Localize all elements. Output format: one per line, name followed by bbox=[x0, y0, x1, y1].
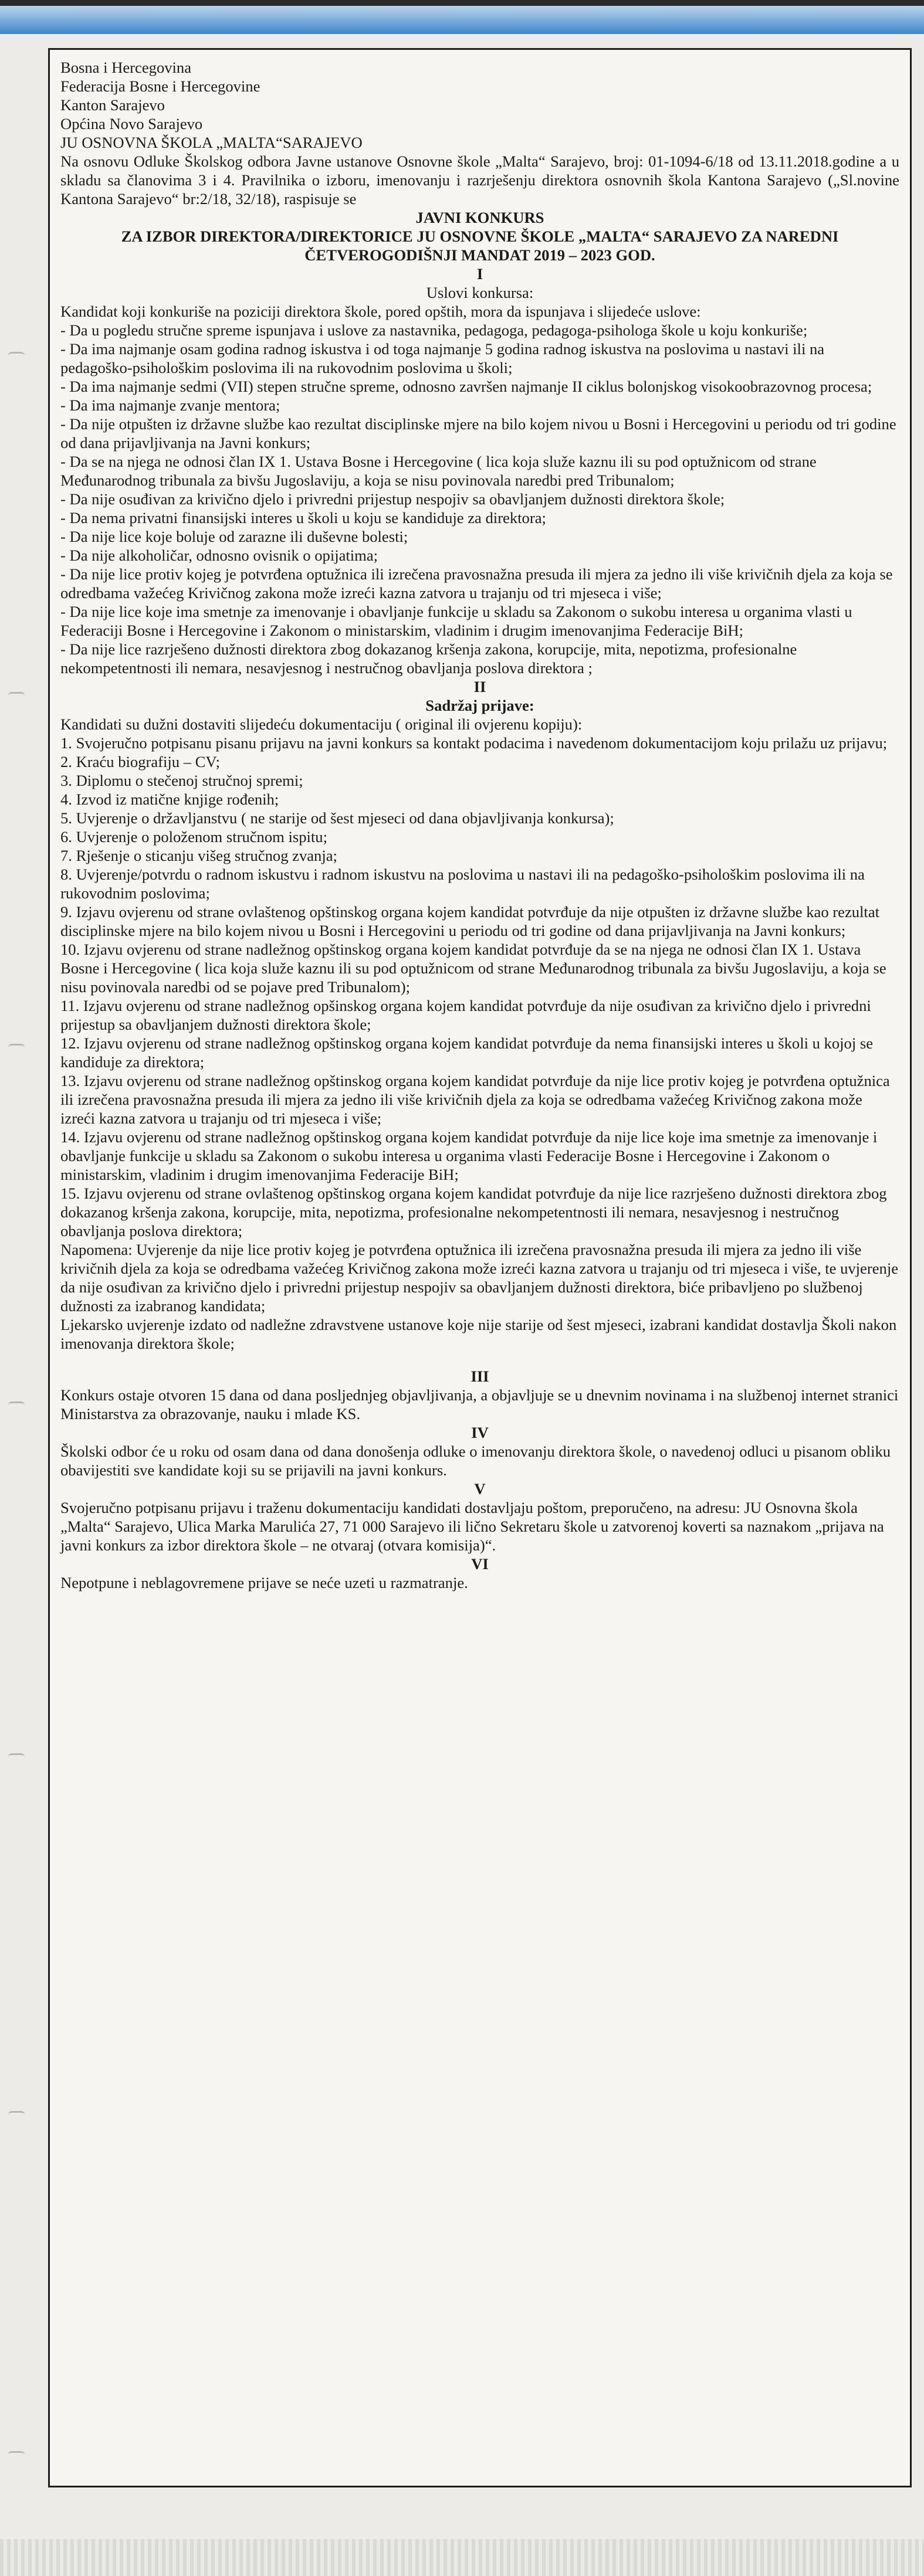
margin-mark bbox=[8, 2451, 25, 2460]
condition-item: - Da nije lice protiv kojeg je potvrđena optužnica ili izrečena pravosnažna presuda ili mjera za jedno ili više krivičnih djela za koja se odredbama važećeg Krivičnog zakona može izreći kazna zatvora u trajanju od tri mjeseca i više; bbox=[60, 565, 893, 602]
section-intro: Kandidat koji konkuriše na poziciji direktora škole, pored opštih, mora da ispunjava i slijedeće uslove: bbox=[60, 303, 701, 320]
condition-item: - Da nije lice koje ima smetnje za imenovanje i obavljanje funkcije u skladu sa Zakonom o sukobu interesa u organima vlasti u Federaciji Bosne i Hercegovine i Zakonom o ministarskim, vladinim i drugim imenovanjima Federacije BiH; bbox=[60, 603, 852, 639]
margin-mark bbox=[8, 352, 25, 361]
section-numeral: IV bbox=[471, 1424, 489, 1441]
condition-item: - Da u pogledu stručne spreme ispunjava i uslove za nastavnika, pedagoga, pedagoga-psihologa škole u koju konkuriše; bbox=[60, 321, 808, 339]
condition-item: - Da nije alkoholičar, odnosno ovisnik o opijatima; bbox=[60, 547, 378, 564]
scan-top-edge bbox=[0, 0, 924, 6]
section-text: Školski odbor će u roku od osam dana od dana donošenja odluke o imenovanju direktora škole, o navedenoj odluci u pisanom obliku obavijestiti sve kandidate koji su se prijavili na javni konkurs. bbox=[60, 1443, 891, 1479]
notice-header bbox=[60, 58, 899, 264]
document-item: 1. Svojeručno potpisanu pisanu prijavu na javni konkurs sa kontakt podacima i navedenom dokumentacijom koju prilažu uz prijavu; bbox=[60, 734, 888, 752]
section-spacer bbox=[60, 1353, 899, 1367]
section-numeral: III bbox=[471, 1367, 489, 1385]
section-text: Svojeručno potpisanu prijavu i traženu dokumentaciju kandidati dostavljaju poštom, preporučeno, na adresu: JU Osnovna škola „Malta“ Sarajevo, Ulica Marka Marulića 27, 71 000 Sarajevo ili lično Sekretaru škole u zatvorenoj koverti sa naznakom „prijava na javni konkurs za izbor direktora škole – ne otvaraj (otvara komisija)“. bbox=[60, 1499, 884, 1554]
margin-mark bbox=[8, 1401, 25, 1410]
document-item: 6. Uvjerenje o položenom stručnom ispitu; bbox=[60, 828, 327, 846]
medical-certificate-paragraph: Ljekarsko uvjerenje izdato od nadležne zdravstvene ustanove koje nije starije od šest mjeseci, izabrani kandidat dostavlja Školi nakon imenovanja direktora škole; bbox=[60, 1316, 897, 1352]
section-numeral: I bbox=[476, 265, 483, 283]
section-heading: Sadržaj prijave: bbox=[425, 697, 534, 714]
condition-item: - Da nije otpušten iz državne službe kao rezultat disciplinske mjere na bilo kojem nivou u Bosni i Hercegovini u periodu od tri godine od dana prijavljivanja na Javni konkurs; bbox=[60, 415, 896, 452]
document-item: 13. Izjavu ovjerenu od strane nadležnog opštinskog organa kojem kandidat potvrđuje da nije lice protiv kojeg je potvrđena optužnica ili izrečena pravosnažna presuda ili mjera za jedno ili više krivičnih djela za koja se odredbama važećeg Krivičnog zakona može izreći kazna zatvora u trajanju od tri mjeseca i više; bbox=[60, 1072, 890, 1127]
condition-item: - Da se na njega ne odnosi član IX 1. Ustava Bosne i Hercegovine ( lica koja služe kaznu ili su pod optužnicom od strane Međunarodnog tribunala za bivšu Jugoslaviju, a koja se nisu povinovala naredbi pred Tribunalom; bbox=[60, 453, 817, 489]
issuer-country: Bosna i Hercegovina bbox=[60, 59, 192, 76]
condition-item: - Da nije osuđivan za krivično djelo i privredni prijestup nespojiv sa obavljanjem dužnosti direktora škole; bbox=[60, 490, 725, 508]
section-incomplete bbox=[60, 1555, 899, 1592]
condition-item: - Da ima najmanje sedmi (VII) stepen stručne spreme, odnosno završen najmanje II ciklus bolonjskog visokoobrazovnog procesa; bbox=[60, 378, 872, 395]
notice-intro: Na osnovu Odluke Školskog odbora Javne ustanove Osnovne škole „Malta“ Sarajevo, broj: 01-1094-6/18 od 13.11.2018.godine a u skladu sa članovima 3 i 4. Pravilnika o izboru, imenovanju i razrješenju direktora osnovnih škola Kantona Sarajevo („Sl.novine Kantona Sarajevo“ br:2/18, 32/18), raspisuje se bbox=[60, 152, 899, 208]
section-text: Nepotpune i neblagovremene prijave se neće uzeti u razmatranje. bbox=[60, 1574, 468, 1591]
document-item: 11. Izjavu ovjerenu od strane nadležnog opšinskog organa kojem kandidat potvrđuje da nije osuđivan za krivično djelo i privredni prijestup sa obavljanjem dužnosti direktora škole; bbox=[60, 997, 871, 1033]
margin-mark bbox=[8, 2111, 25, 2120]
issuer-federation: Federacija Bosne i Hercegovine bbox=[60, 77, 260, 95]
condition-item: - Da nije lice koje boluje od zarazne ili duševne bolesti; bbox=[60, 528, 408, 545]
scan-bottom-band bbox=[0, 2539, 924, 2576]
issuer-school: JU OSNOVNA ŠKOLA „MALTA“SARAJEVO bbox=[60, 134, 363, 151]
document-item: 5. Uvjerenje o državljanstvu ( ne starije od šest mjeseci od dana objavljivanja konkursa); bbox=[60, 809, 614, 827]
section-numeral: VI bbox=[471, 1555, 489, 1573]
issuer-canton: Kanton Sarajevo bbox=[60, 96, 165, 114]
margin-mark bbox=[8, 1044, 25, 1053]
condition-item: - Da nije lice razrješeno dužnosti direktora zbog dokazanog kršenja zakona, korupcije, mita, nepotizma, profesionalne nekompetentnosti ili nemara, nesavjesnog i nestručnog obavljanja poslova direktora ; bbox=[60, 640, 797, 677]
section-application-content bbox=[60, 677, 899, 1353]
issuer-municipality: Općina Novo Sarajevo bbox=[60, 115, 203, 133]
section-numeral: V bbox=[474, 1480, 486, 1498]
document-item: 12. Izjavu ovjerenu od strane nadležnog opštinskog organa kojem kandidat potvrđuje da nema finansijski interes u školi u kojoj se kandiduje za direktora; bbox=[60, 1034, 874, 1071]
document-item: 15. Izjavu ovjerenu od strane ovlaštenog opštinskog organa kojem kandidat potvrđuje da nije lice razrješeno dužnosti direktora zbog dokazanog kršenja zakona, korupcije, mita, nepotizma, profesionalne nekompetentnosti ili nemara, nesavjesnog i nestručnog obavljanja poslova direktora; bbox=[60, 1185, 887, 1240]
margin-mark bbox=[8, 1753, 25, 1762]
notice-subtitle: ZA IZBOR DIREKTORA/DIREKTORICE JU OSNOVNE ŠKOLE „MALTA“ SARAJEVO ZA NAREDNI ČETVEROGODIŠNJI MANDAT 2019 – 2023 GOD. bbox=[121, 228, 839, 264]
condition-item: - Da ima najmanje zvanje mentora; bbox=[60, 396, 280, 414]
section-intro: Kandidati su dužni dostaviti slijedeću dokumentaciju ( original ili ovjerenu kopiju): bbox=[60, 715, 583, 733]
document-item: 8. Uvjerenje/potvrdu o radnom iskustvu i radnom iskustvu na poslovima u nastavi ili na pedagoško-psihološkim poslovima ili na rukovodnim poslovima; bbox=[60, 866, 865, 902]
document-item: 14. Izjavu ovjerenu od strane nadležnog opštinskog organa kojem kandidat potvrđuje da nije lice koje ima smetnje za imenovanje i obavljanje funkcije u skladu sa Zakonom o sukobu interesa u organima vlasti Federacije Bosne i Hercegovine i Zakonom o ministarskim, vladinim i drugim imenovanjima Federacije BiH; bbox=[60, 1128, 878, 1183]
document-item: 9. Izjavu ovjerenu od strane ovlaštenog opštinskog organa kojem kandidat potvrđuje da nije otpušten iz državne službe kao rezultat disciplinske mjere na bilo kojem nivou u Bosni i Hercegovini u periodu od tri godine od dana prijavljivanja na Javni konkurs; bbox=[60, 903, 880, 939]
document-item: 7. Rješenje o sticanju višeg stručnog zvanja; bbox=[60, 847, 337, 864]
document-item: 4. Izvod iz matične knjige rođenih; bbox=[60, 790, 279, 808]
section-heading: Uslovi konkursa: bbox=[426, 284, 534, 301]
note-paragraph: Napomena: Uvjerenje da nije lice protiv kojeg je potvrđena optužnica ili izrečena pravosnažna presuda ili mjera za jedno ili više krivičnih djela za koja se odredbama važećeg Krivičnog zakona može izreći kazna zatvora u trajanju od tri mjeseca i više, te uvjerenje da nije osuđivan za krivično djelo i privredni prijestup nespojiv sa obavljanjem dužnosti direktora, biće pribavljeno po službenoj dužnosti za izabranog kandidata; bbox=[60, 1241, 899, 1315]
condition-item: - Da nema privatni finansijski interes u školi u koju se kandiduje za direktora; bbox=[60, 509, 546, 527]
document-item: 10. Izjavu ovjerenu od strane nadležnog opštinskog organa kojem kandidat potvrđuje da se na njega ne odnosi član IX 1. Ustava Bosne i Hercegovine ( lica koja služe kaznu ili su pod optužnicom od strane Međunarodnog tribunala za bivšu Jugoslaviju, a koja se nisu povinovala naredbi od se pojave pred Tribunalom); bbox=[60, 941, 886, 996]
notice-title: JAVNI KONKURS bbox=[415, 209, 544, 226]
document-item: 3. Diplomu o stečenoj stručnoj spremi; bbox=[60, 772, 303, 789]
condition-item: - Da ima najmanje osam godina radnog iskustva i od toga najmanje 5 godina radnog iskustva na poslovima u nastavi ili na pedagoško-psihološkim poslovima ili na rukovodnim poslovima u školi; bbox=[60, 340, 825, 376]
margin-mark bbox=[8, 692, 25, 701]
section-duration bbox=[60, 1367, 899, 1423]
job-notice bbox=[48, 48, 912, 2487]
section-submission bbox=[60, 1479, 899, 1555]
section-decision bbox=[60, 1423, 899, 1479]
section-numeral: II bbox=[473, 678, 486, 695]
document-item: 2. Kraću biografiju – CV; bbox=[60, 753, 221, 771]
section-text: Konkurs ostaje otvoren 15 dana od dana posljednjeg objavljivanja, a objavljuje se u dnevnim novinama i na službenoj internet stranici Ministarstva za obrazovanje, nauku i mlade KS. bbox=[60, 1386, 899, 1423]
section-conditions bbox=[60, 264, 899, 677]
